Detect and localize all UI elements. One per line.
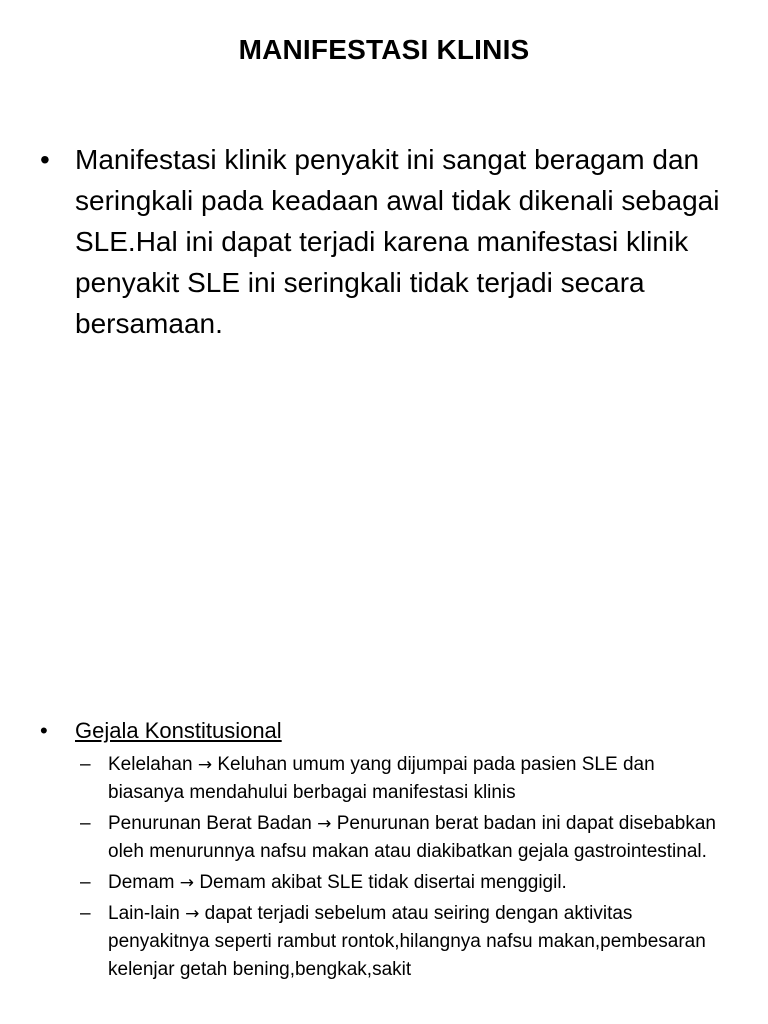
list-item-text: [108, 900, 730, 984]
arrow-right-icon: →: [317, 814, 332, 834]
constitutional-symptoms-section: [40, 713, 730, 987]
main-bullet-text: Manifestasi klinik penyakit ini sangat beragam dan seringkali pada keadaan awal tidak dikenali sebagai SLE.Hal ini dapat terjadi karena manifestasi klinik penyakit SLE ini seringkali tidak terjadi secara bersamaan.: [75, 144, 720, 339]
main-bullet: [40, 139, 730, 344]
bullet-marker: •: [40, 718, 48, 743]
list-item-lain-lain: [80, 900, 730, 984]
dash-marker: –: [80, 754, 91, 775]
arrow-right-icon: →: [197, 755, 213, 775]
symptom-description: Penurunan berat badan ini dapat disebabkan oleh menurunnya nafsu makan atau diakibatkan gejala gastrointestinal.: [108, 813, 716, 862]
arrow-right-icon: →: [185, 904, 200, 924]
symptom-list: [80, 751, 730, 984]
symptom-description: dapat terjadi sebelum atau seiring dengan aktivitas penyakitnya seperti rambut rontok,hilangnya nafsu makan,pembesaran kelenjar getah bening,bengkak,sakit: [108, 903, 706, 980]
section-heading-row: [40, 713, 730, 749]
dash-marker: –: [80, 903, 91, 924]
symptom-term: Lain-lain: [108, 903, 180, 924]
list-item-text: [108, 810, 730, 866]
dash-marker: –: [80, 872, 91, 893]
slide-title: MANIFESTASI KLINIS: [238, 34, 530, 65]
list-item-text: [108, 751, 730, 807]
dash-marker: –: [80, 813, 91, 834]
list-item-kelelahan: [80, 751, 730, 807]
section-heading: Gejala Konstitusional: [75, 718, 282, 743]
symptom-term: Kelelahan: [108, 754, 193, 775]
arrow-right-icon: →: [179, 873, 195, 893]
main-bullet-row: [40, 139, 730, 344]
list-item-text: [108, 869, 730, 897]
bullet-marker: •: [40, 144, 50, 175]
symptom-term: Penurunan Berat Badan: [108, 813, 312, 834]
symptom-description: Demam akibat SLE tidak disertai menggigil.: [199, 872, 567, 893]
list-item-penurunan-berat-badan: [80, 810, 730, 866]
symptom-description: Keluhan umum yang dijumpai pada pasien SLE dan biasanya mendahului berbagai manifestasi klinis: [108, 754, 655, 803]
list-item-demam: [80, 869, 730, 897]
symptom-term: Demam: [108, 872, 175, 893]
